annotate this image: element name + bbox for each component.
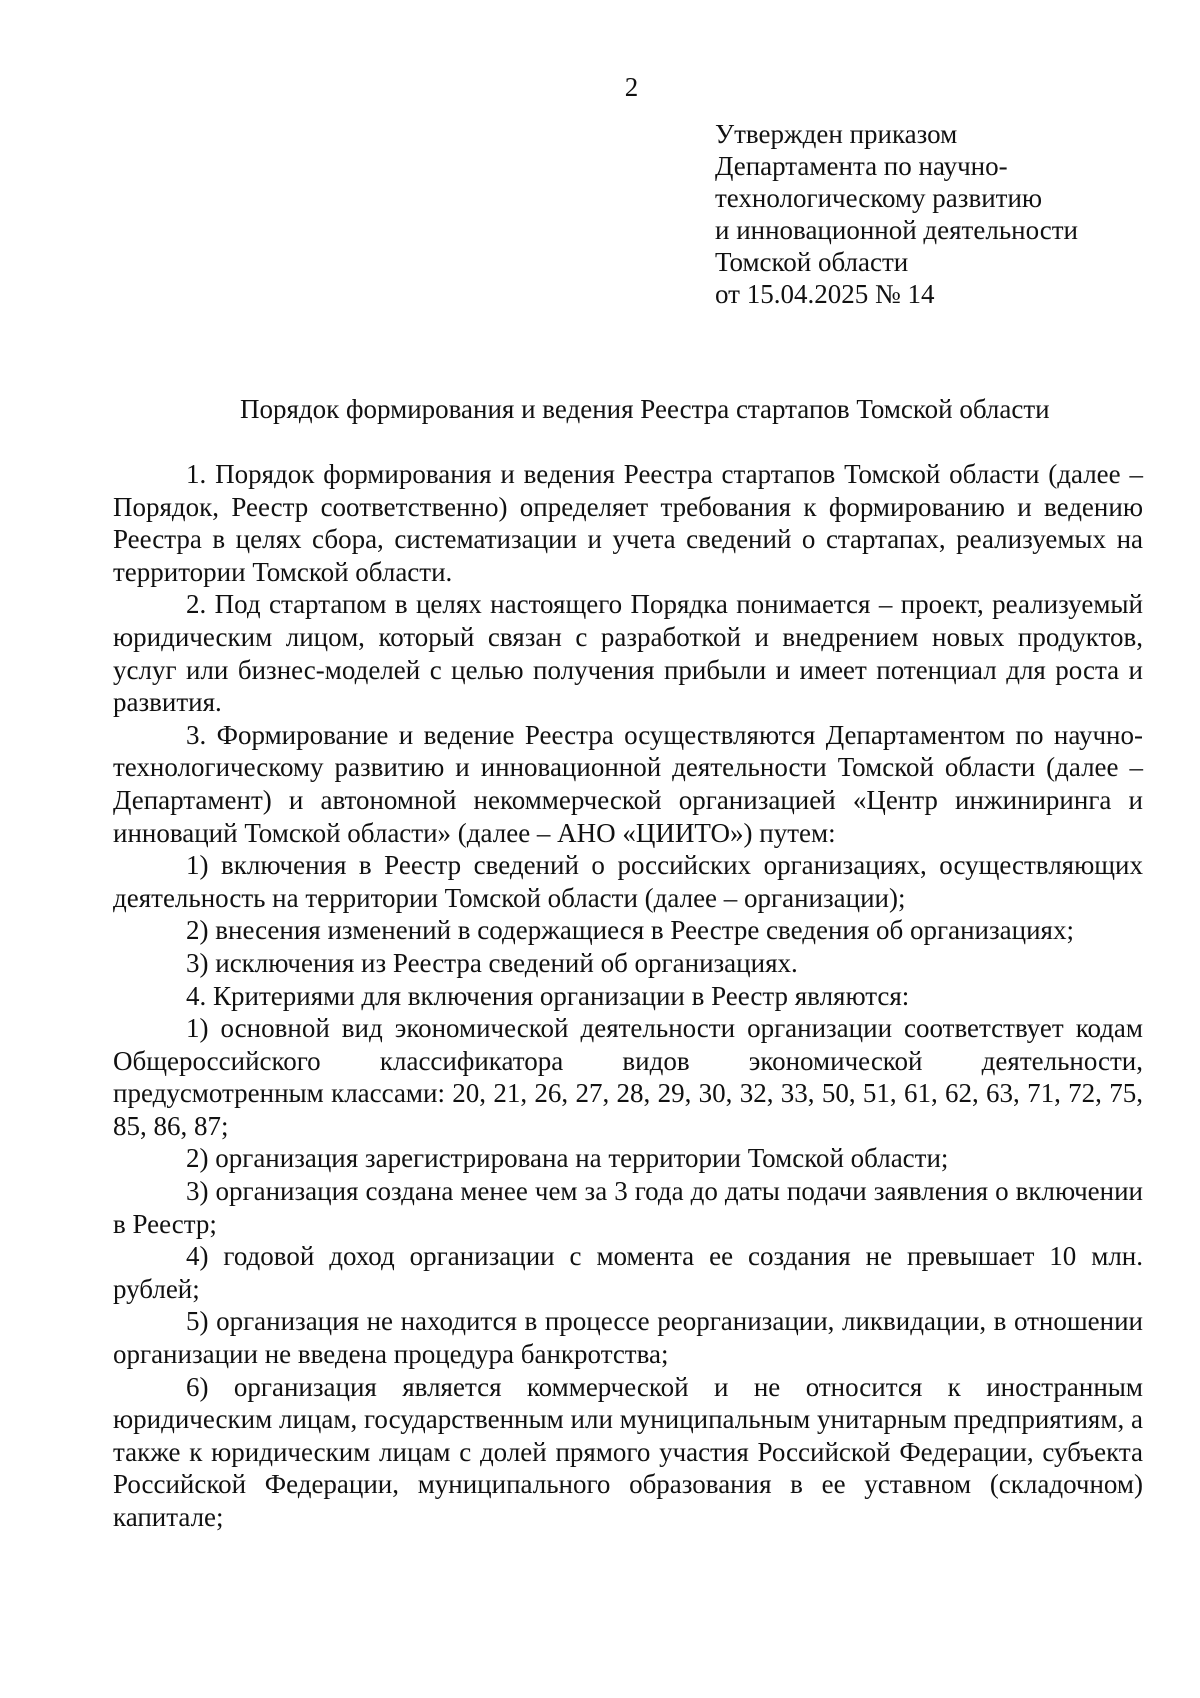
list-item: 3) организация создана менее чем за 3 года до даты подачи заявления о включении в Реестр; bbox=[113, 1176, 1143, 1239]
paragraph: 4. Критериями для включения организации в Реестр являются: bbox=[186, 980, 910, 1011]
paragraph: 1. Порядок формирования и ведения Реестра стартапов Томской области (далее – Порядок, Реестр соответственно) определяет требования к формированию и ведению Реестра в целях сбора, систематизации и учета сведений о стартапах, реализуемых на территории Томской области. bbox=[113, 459, 1143, 587]
list-item: 3) исключения из Реестра сведений об организациях. bbox=[186, 947, 798, 978]
approval-line: и инновационной деятельности bbox=[715, 215, 1078, 245]
list-item: 2) внесения изменений в содержащиеся в Реестре сведения об организациях; bbox=[186, 915, 1074, 946]
page-number: 2 bbox=[624, 72, 639, 102]
list-item: 1) включения в Реестр сведений о российских организациях, осуществляющих деятельность на территории Томской области (далее – организации); bbox=[113, 850, 1143, 913]
document-title: Порядок формирования и ведения Реестра стартапов Томской области bbox=[240, 394, 1050, 424]
list-item: 4) годовой доход организации с момента ее создания не превышает 10 млн. рублей; bbox=[113, 1241, 1143, 1304]
list-item: 1) основной вид экономической деятельности организации соответствует кодам Общероссийского классификатора видов экономической деятельности, предусмотренным классами: 20, 21, 26, 27, 28, 29, 30, 32, 33, 50, 51, 61, 62, 63, 71, 72, 75, 85, 86, 87; bbox=[113, 1013, 1143, 1141]
paragraph: 2. Под стартапом в целях настоящего Порядка понимается – проект, реализуемый юридическим лицом, который связан с разработкой и внедрением новых продуктов, услуг или бизнес-моделей с целью получения прибыли и имеет потенциал для роста и развития. bbox=[113, 589, 1143, 718]
approval-line: Утвержден приказом bbox=[715, 119, 958, 149]
approval-line: Департамента по научно- bbox=[715, 151, 1008, 181]
approval-line: Томской области bbox=[715, 247, 909, 277]
list-item: 6) организация является коммерческой и не относится к иностранным юридическим лицам, государственным или муниципальным унитарным предприятиям, а также к юридическим лицам с долей прямого участия Российской Федерации, субъекта Российской Федерации, муниципального образования в ее уставном (складочном) капитале; bbox=[113, 1371, 1143, 1532]
approval-date-line: от 15.04.2025 № 14 bbox=[715, 279, 935, 309]
paragraph: 3. Формирование и ведение Реестра осуществляются Департаментом по научно-технологическому развитию и инновационной деятельности Томской области (далее – Департамент) и автономной некоммерческой организацией «Центр инжиниринга и инноваций Томской области» (далее – АНО «ЦИИТО») путем: bbox=[113, 719, 1143, 848]
list-item: 2) организация зарегистрирована на территории Томской области; bbox=[186, 1143, 949, 1174]
document-body bbox=[113, 458, 1143, 1534]
approval-stamp bbox=[715, 118, 1078, 310]
list-item: 5) организация не находится в процессе реорганизации, ликвидации, в отношении организации не введена процедура банкротства; bbox=[113, 1306, 1143, 1370]
approval-line: технологическому развитию bbox=[715, 183, 1043, 213]
